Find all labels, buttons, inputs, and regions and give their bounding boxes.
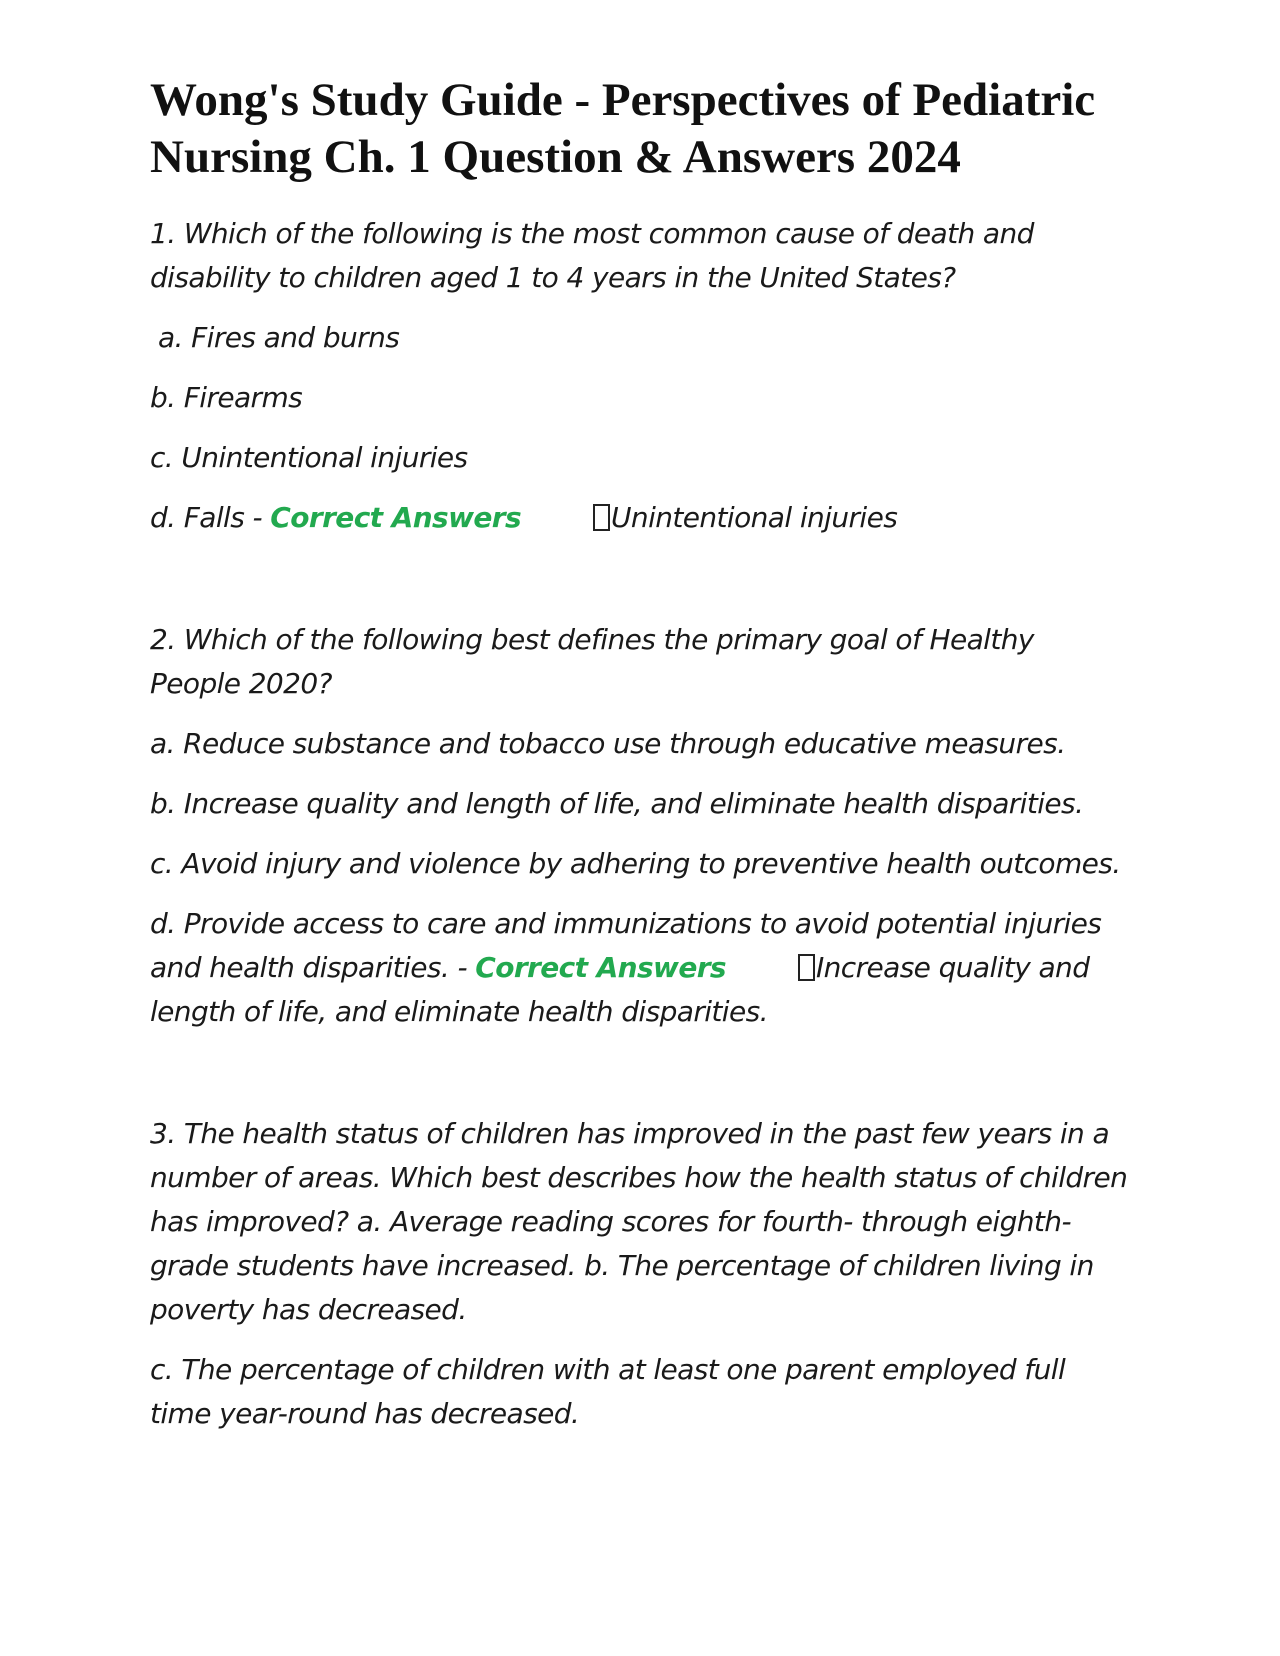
answer-option-d-text: d. Falls - <box>150 501 271 534</box>
document-title: Wong's Study Guide - Perspectives of Pediatric Nursing Ch. 1 Question & Answers 2024 <box>150 74 1096 183</box>
answer-option-d <box>150 496 1130 540</box>
answer-option-d-text: d. Provide access to care and immunizations to avoid potential injuries and health disparities. - <box>150 907 1102 984</box>
answer-option-b: b. Firearms <box>150 381 303 414</box>
document-page <box>150 72 1130 1452</box>
correct-answers-label: Correct Answers <box>475 951 726 984</box>
checkbox-icon <box>593 504 610 531</box>
answer-option-d <box>150 902 1130 1034</box>
spacer <box>150 556 1130 618</box>
question-stem: 3. The health status of children has improved in the past few years in a number of areas. Which best describes how the health status of children has improved? a. Average reading scores for fourth- through eighth-grade students have increased. b. The percentage of children living in poverty has decreased. <box>150 1117 1128 1326</box>
spacer <box>150 1050 1130 1112</box>
answer-option-c: c. The percentage of children with at least one parent employed full time year-round has decreased. <box>150 1353 1066 1430</box>
answer-option-a: a. Reduce substance and tobacco use through educative measures. <box>150 727 1066 760</box>
question-3 <box>150 1112 1130 1436</box>
question-2 <box>150 618 1130 1034</box>
question-stem: 1. Which of the following is the most common cause of death and disability to children aged 1 to 4 years in the United States? <box>150 217 1034 294</box>
question-stem: 2. Which of the following best defines the primary goal of Healthy People 2020? <box>150 623 1034 700</box>
answer-option-b: b. Increase quality and length of life, and eliminate health disparities. <box>150 787 1084 820</box>
correct-answers-label: Correct Answers <box>270 501 522 534</box>
correct-answer-text: Unintentional injuries <box>611 501 898 534</box>
answer-option-a: a. Fires and burns <box>158 321 400 354</box>
checkbox-icon <box>798 954 815 981</box>
answer-option-c: c. Avoid injury and violence by adhering to preventive health outcomes. <box>150 847 1121 880</box>
correct-answer-text: Increase quality and length of life, and eliminate health disparities. <box>150 951 1090 1028</box>
answer-option-c: c. Unintentional injuries <box>150 441 468 474</box>
question-1 <box>150 212 1130 540</box>
